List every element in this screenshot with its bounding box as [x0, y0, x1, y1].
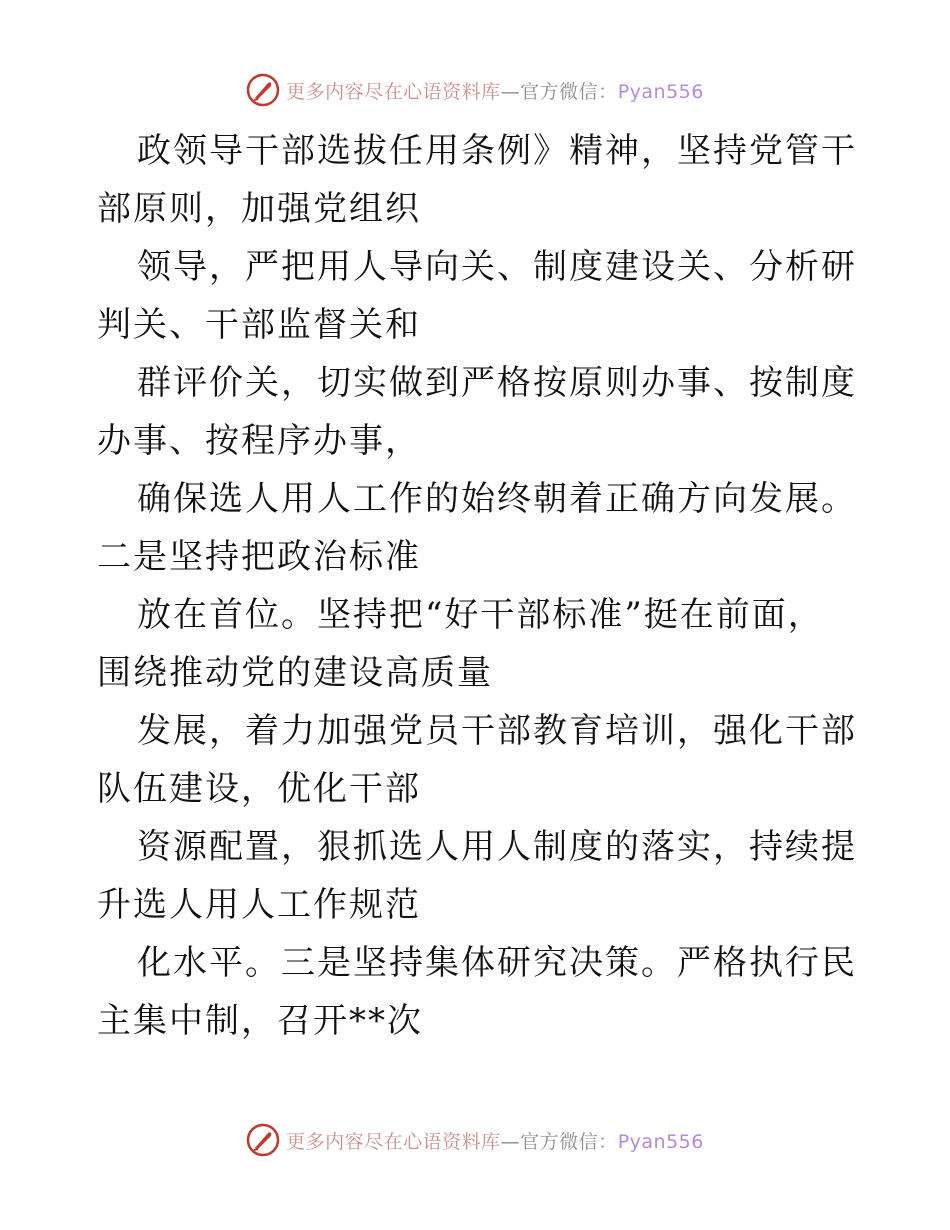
- watermark-main-text: 更多内容尽在心语资料库: [286, 1130, 501, 1153]
- watermark-separator: —: [500, 80, 521, 103]
- watermark-separator: —: [500, 1130, 521, 1153]
- paragraph: 资源配置，狠抓选人用人制度的落实，持续提升选人用人工作规范: [97, 827, 857, 925]
- watermark-sub-text: 官方微信：: [520, 1130, 618, 1153]
- watermark-text: [286, 1127, 704, 1154]
- paragraph: 确保选人用人工作的始终朝着正确方向发展。二是坚持把政治标准: [97, 479, 857, 577]
- paragraph: 化水平。三是坚持集体研究决策。严格执行民主集中制，召开**次: [97, 943, 857, 1041]
- quill-logo-icon: [246, 1123, 280, 1157]
- watermark-text: [286, 77, 704, 104]
- paragraph: 领导，严把用人导向关、制度建设关、分析研判关、干部监督关和: [97, 247, 857, 345]
- paragraph: 群评价关，切实做到严格按原则办事、按制度办事、按程序办事，: [97, 363, 857, 461]
- watermark-main-text: 更多内容尽在心语资料库: [286, 80, 501, 103]
- document-body: [97, 122, 857, 1050]
- paragraph: 政领导干部选拔任用条例》精神，坚持党管干部原则，加强党组织: [97, 131, 857, 229]
- footer-watermark: [0, 1118, 950, 1162]
- header-watermark: [0, 68, 950, 112]
- quill-logo-icon: [246, 73, 280, 107]
- paragraph: 发展，着力加强党员干部教育培训，强化干部队伍建设，优化干部: [97, 711, 857, 809]
- watermark-wechat-id: Pyan556: [617, 1130, 704, 1153]
- watermark-sub-text: 官方微信：: [520, 80, 618, 103]
- paragraph: 放在首位。坚持把“好干部标准”挺在前面，围绕推动党的建设高质量: [97, 595, 824, 693]
- watermark-wechat-id: Pyan556: [617, 80, 704, 103]
